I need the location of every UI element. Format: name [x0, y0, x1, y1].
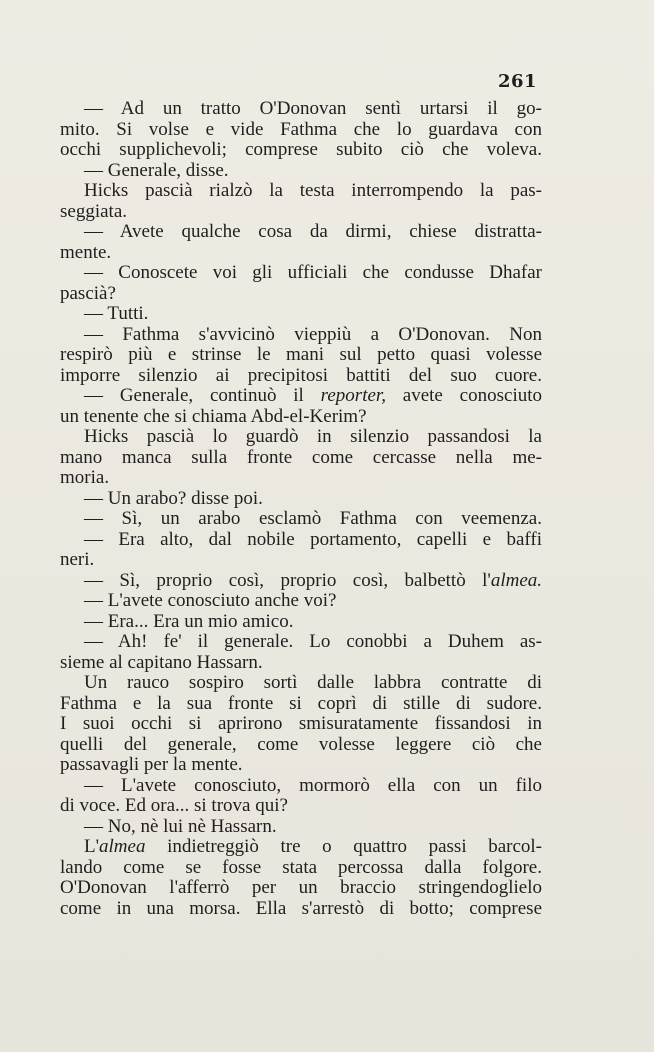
text-line: [60, 755, 542, 776]
text-line-content: mente.: [60, 241, 112, 263]
text-line: [60, 550, 542, 571]
text-line-content: lando come se fosse stata percossa dalla folgore.: [60, 856, 542, 878]
text-line: [60, 284, 542, 305]
text-line-content: I suoi occhi si aprirono smisuratamente fissandosi in: [60, 713, 542, 734]
text-line: [60, 776, 542, 797]
text-line-content: passavagli per la mente.: [60, 754, 243, 775]
text-line-content: — Sì, un arabo esclamò Fathma con veemenza.: [84, 508, 542, 529]
text-line-content: come in una morsa. Ella s'arrestò di botto; comprese: [60, 897, 542, 919]
text-line-content: — Tutti.: [84, 303, 149, 324]
text-line: [60, 161, 542, 182]
text-line: [60, 140, 542, 161]
text-line-content: — L'avete conosciuto, mormorò ella con un filo: [84, 774, 542, 796]
text-line-content: — Era alto, dal nobile portamento, capelli e baffi: [84, 528, 542, 550]
text-line-content: — Generale, disse.: [84, 159, 229, 181]
text-line-content: imporre silenzio ai precipitosi battiti del suo cuore.: [60, 364, 542, 386]
text-line: [60, 837, 542, 858]
text-line-content: — Avete qualche cosa da dirmi, chiese distratta-: [84, 221, 542, 242]
page-number: 261: [498, 71, 538, 92]
text-line-content: — No, nè lui nè Hassarn.: [84, 815, 277, 837]
text-line: [60, 694, 542, 715]
text-line: [60, 714, 542, 735]
text-line-content: — Generale, continuò il reporter, avete conosciuto: [84, 385, 543, 406]
italic-word: reporter,: [320, 385, 386, 406]
text-line: [60, 243, 542, 264]
text-line-content: pascià?: [60, 282, 116, 304]
text-line-content: occhi supplichevoli; comprese subito ciò che voleva.: [60, 139, 542, 160]
text-line-content: — Fathma s'avvicinò vieppiù a O'Donovan. Non: [84, 323, 542, 345]
text-line: [60, 222, 542, 243]
text-line-content: mito. Si volse e vide Fathma che lo guardava con: [60, 118, 542, 140]
text-line: [60, 632, 542, 653]
text-line: [60, 468, 542, 489]
text-line: [60, 181, 542, 202]
text-line: [60, 735, 542, 756]
text-line: [60, 304, 542, 325]
text-line-content: quelli del generale, come volesse leggere ciò che: [60, 733, 542, 755]
text-line: [60, 858, 542, 879]
text-line: [60, 407, 542, 428]
text-line: [60, 489, 542, 510]
text-line-content: Un rauco sospiro sortì dalle labbra contratte di: [84, 672, 542, 693]
text-line: [60, 817, 542, 838]
text-line-content: seggiata.: [60, 200, 128, 222]
text-line: [60, 612, 542, 633]
text-line: [60, 530, 542, 551]
text-line-content: — Un arabo? disse poi.: [84, 487, 263, 509]
text-line: [60, 796, 542, 817]
text-line-content: neri.: [60, 549, 95, 570]
text-line-content: Hicks pascià lo guardò in silenzio passandosi la: [84, 426, 542, 447]
text-line-content: — Ah! fe' il generale. Lo conobbi a Duhem as-: [84, 631, 542, 652]
text-line: [60, 386, 542, 407]
text-line-content: — Conoscete voi gli ufficiali che condusse Dhafar: [84, 262, 542, 283]
text-line: [60, 345, 542, 366]
text-line-content: O'Donovan l'afferrò per un braccio stringendoglielo: [60, 877, 542, 898]
text-line: [60, 899, 542, 920]
text-line: [60, 673, 542, 694]
text-line: [60, 878, 542, 899]
text-line-content: Fathma e la sua fronte si coprì di stille di sudore.: [60, 692, 542, 714]
text-line: [60, 99, 542, 120]
text-line: [60, 325, 542, 346]
text-line: [60, 263, 542, 284]
text-line-content: sieme al capitano Hassarn.: [60, 651, 263, 673]
text-line: [60, 653, 542, 674]
italic-word: almea.: [490, 569, 542, 591]
text-line: [60, 448, 542, 469]
text-line: [60, 202, 542, 223]
italic-word: almea: [99, 836, 146, 857]
text-line: [60, 120, 542, 141]
text-line-content: L'almea indietreggiò tre o quattro passi barcol-: [84, 836, 542, 857]
text-line-content: respirò più e strinse le mani sul petto quasi volesse: [60, 344, 542, 365]
text-line-content: — Sì, proprio così, proprio così, balbettò l'almea.: [84, 569, 542, 591]
text-line: [60, 571, 542, 592]
text-line-content: — Ad un tratto O'Donovan sentì urtarsi il go-: [84, 98, 542, 119]
text-line: [60, 366, 542, 387]
text-line: [60, 591, 542, 612]
text-line-content: mano manca sulla fronte come cercasse nella me-: [60, 446, 542, 468]
text-line: [60, 427, 542, 448]
text-line-content: un tenente che si chiama Abd-el-Kerim?: [60, 405, 367, 427]
text-line-content: — L'avete conosciuto anche voi?: [84, 590, 337, 611]
text-line: [60, 509, 542, 530]
text-line-content: di voce. Ed ora... si trova qui?: [60, 795, 288, 816]
text-line-content: Hicks pascià rialzò la testa interrompendo la pas-: [84, 180, 542, 201]
text-line-content: moria.: [60, 467, 110, 488]
page-body-text: [60, 99, 542, 919]
text-line-content: — Era... Era un mio amico.: [84, 610, 294, 632]
